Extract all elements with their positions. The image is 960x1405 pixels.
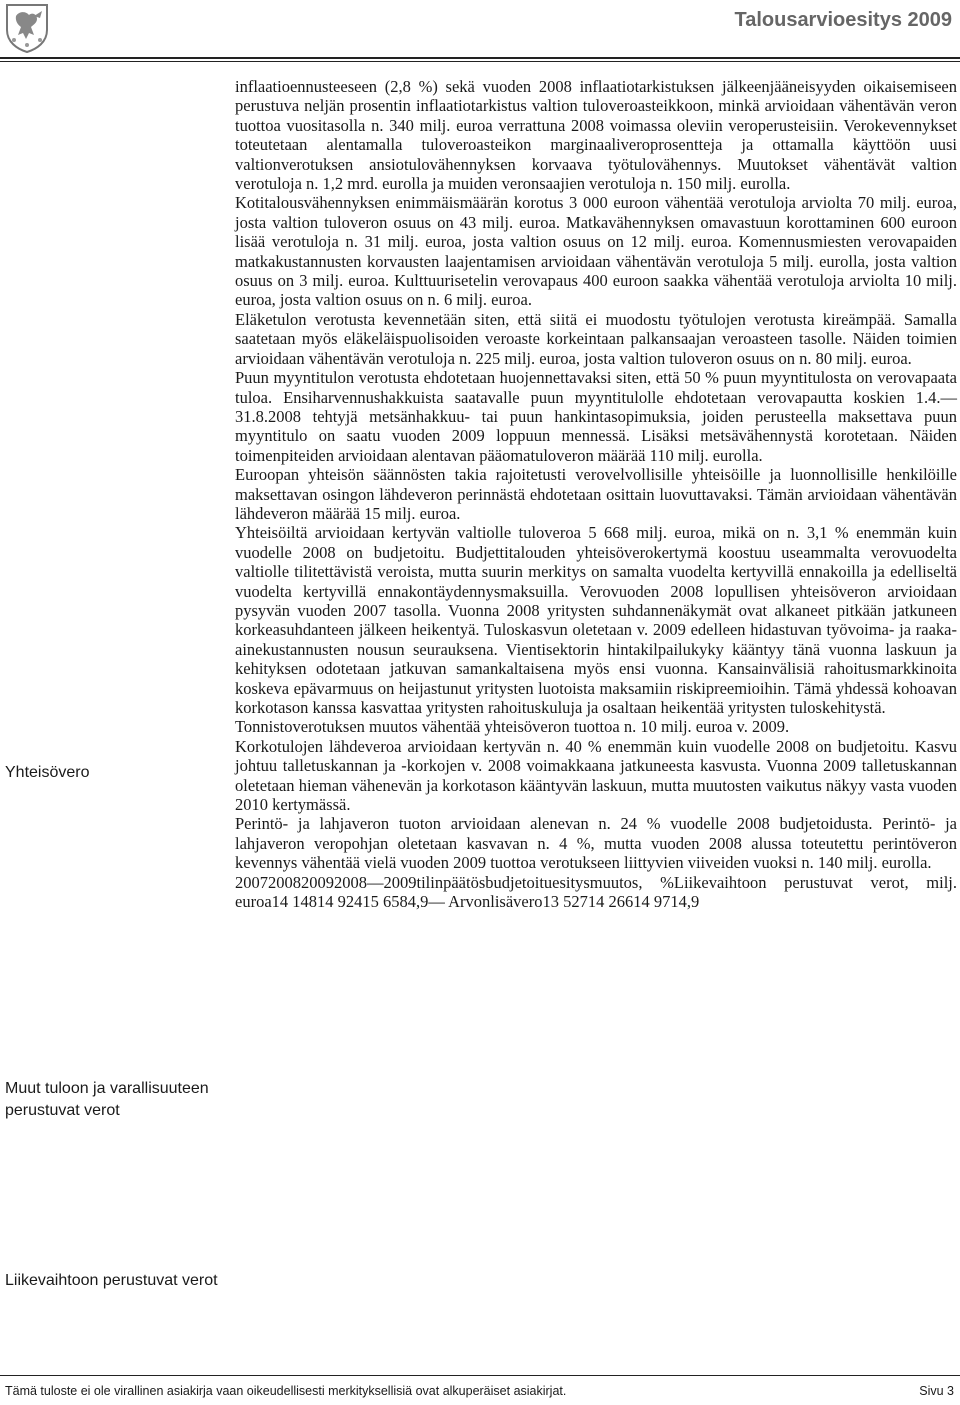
paragraph: 2007200820092008—2009tilinpäätösbudjetoituesitysmuutos, %Liikevaihtoon perustuvat verot, milj. euroa14 14814 92415 6584,9— Arvonlisävero13 52714 26614 9714,9 — [235, 872, 957, 912]
paragraph: inflaatioennusteeseen (2,8 %) sekä vuoden 2008 inflaatiotarkistuksen jälkeenjääneisyyden oikaisemiseen perustuva neljän prosentin inflaatiotarkistus valtion tuloveroasteikkoon, minkä arvioidaan vähentävän veron tuottoa vuositasolla n. 340 milj. euroa verrattuna 2008 voimassa oleviin veroperusteisiin. Verokevennykset toteutetaan alentamalla tuloveroasteikon marginaaliveroprosentteja ja ottamalla käyttöön uusi valtionverotuksen ansiotulovähennyksen korvaava työtulovähennys. Muutokset vähentävät valtion verotuloja n. 1,2 mrd. eurolla ja muiden veronsaajien verotuloja n. 150 milj. eurolla. — [235, 77, 957, 194]
paragraph: Yhteisöiltä arvioidaan kertyvän valtiolle tuloveroa 5 668 milj. euroa, mikä on n. 3,1 % enemmän kuin vuodelle 2008 on budjetoitu. Budjettitalouden yhteisöverokertymä koostuu useammalta verovuodelta valtiolle tilitettävistä veroista, mutta suurin merkitys on samalta vuodelta kertyvillä ennakoilla ja edelliseltä vuodelta kertyvillä ennakontäydennysmaksuilla. Verovuoden 2008 lopullisen yhteisöveron arvioidaan pysyvän vuoden 2007 tasolla. Vuonna 2008 yritysten suhdannenäkymät ovat alkaneet pitkään jatkuneen korkeasuhdanteen jälkeen heikentyä. Tuloskasvun oletetaan v. 2009 edelleen hidastuvan työvoima- ja raaka-ainekustannusten nousun seurauksena. Vientisektorin hintakilpailukyky kääntyy tänä vuonna laskuun ja kehityksen odotetaan jatkuvan samankaltaisena myös ensi vuonna. Kansainvälisiä rahoitusmarkkinoita koskeva epävarmuus on heijastunut yritysten luotoista maksamiin riskipreemioihin. Tämä yhdessä kohoavan korkotason kanssa kasvattaa yritysten rahoituskuluja ja osaltaan heikentää yritysten tuloskehitystä. — [235, 523, 957, 717]
page-number: Sivu 3 — [919, 1384, 954, 1398]
paragraph: Puun myyntitulon verotusta ehdotetaan huojennettavaksi siten, että 50 % puun myyntitulosta on verovapaata tuloa. Ensiharvennushakkuista saatavalle puun myyntitulolle ehdotetaan verovapautta koskien 1.4.—31.8.2008 tehtyjä metsänhakkuu- tai puun hankintasopimuksia, joiden perusteella maksettava puun myyntitulo on saatu vuoden 2009 loppuun mennessä. Lisäksi metsävähennystä korotetaan. Näiden toimenpiteiden arvioidaan alentavan pääomatuloveron määrää 110 milj. eurolla. — [235, 368, 957, 465]
header-divider — [0, 57, 960, 59]
margin-label-muut-tuloon: Muut tuloon ja varallisuuteen perustuvat verot — [5, 1080, 209, 1119]
footer-divider — [0, 1375, 960, 1376]
paragraph: Perintö- ja lahjaveron tuoton arvioidaan alenevan n. 24 % vuodelle 2008 budjetoidusta. Perintö- ja lahjaveron veropohjan oletetaan kasvavan n. 4 %, mutta vuoden 2008 alussa toteutettu perintöveron kevennys vähentää vielä vuoden 2009 tuottoa verotukseen liittyvien viiveiden vuoksi n. 140 milj. eurolla. — [235, 814, 957, 873]
margin-label-liikevaihtoon: Liikevaihtoon perustuvat verot — [5, 1272, 218, 1289]
paragraph: Kotitalousvähennyksen enimmäismäärän korotus 3 000 euroon vähentää verotuloja arviolta 70 milj. euroa, josta valtion tuloveron osuus on 43 milj. euroa. Matkavähennyksen omavastuun korottaminen 600 euroon lisää verotuloja n. 31 milj. euroa, josta valtion osuus on 12 milj. euroa. Komennusmiesten verovapaiden matkakustannusten korvausten laajentamisen arvioidaan vähentävän verotuloja 5 milj. eurolla, josta valtion osuus on 3 milj. euroa. Kulttuurisetelin verovapaus 400 euroon saakka vähentää verotuloja arviolta 10 milj. euroa, josta valtion osuus on n. 6 milj. euroa. — [235, 193, 957, 310]
margin-label-yhteisovero: Yhteisövero — [5, 764, 90, 781]
coat-of-arms-icon — [4, 2, 50, 54]
paragraph: Korkotulojen lähdeveroa arvioidaan kertyvän n. 40 % enemmän kuin vuodelle 2008 on budjetoitu. Kasvu johtuu talletuskannan ja -korkojen v. 2008 voimakkaana jatkuneesta kasvusta. Vuonna 2009 talletuskannan oletetaan hieman vähenevän ja korkotason kääntyvän laskuun, mutta muutosten vaikutus näkyy vasta vuoden 2010 kertymässä. — [235, 736, 957, 815]
body-text — [235, 77, 957, 911]
paragraph: Tonnistoverotuksen muutos vähentää yhteisöveron tuottoa n. 10 milj. euroa v. 2009. — [235, 717, 790, 737]
header-divider-thin — [0, 61, 960, 62]
document-title: Talousarvioesitys 2009 — [734, 9, 952, 31]
paragraph: Euroopan yhteisön säännösten takia rajoitetusti verovelvollisille yhteisöille ja luonnollisille henkilöille maksettavan osingon lähdeveron perinnästä ehdotetaan osittain luovuttavaksi. Tämän arvioidaan vähentävän lähdeveron määrää 15 milj. euroa. — [235, 465, 957, 523]
footer-disclaimer: Tämä tuloste ei ole virallinen asiakirja vaan oikeudellisesti merkityksellisiä ovat alkuperäiset asiakirjat. — [5, 1384, 567, 1398]
paragraph: Eläketulon verotusta kevennetään siten, että siitä ei muodostu työtulojen verotusta kireämpää. Samalla saatetaan myös eläkeläispuolisoiden veroaste korkeintaan palkansaajan veroasteen tasolle. Näiden toimien arvioidaan vähentävän verotuloja n. 225 milj. euroa, josta valtion tuloveron osuus on n. 80 milj. euroa. — [235, 309, 957, 368]
